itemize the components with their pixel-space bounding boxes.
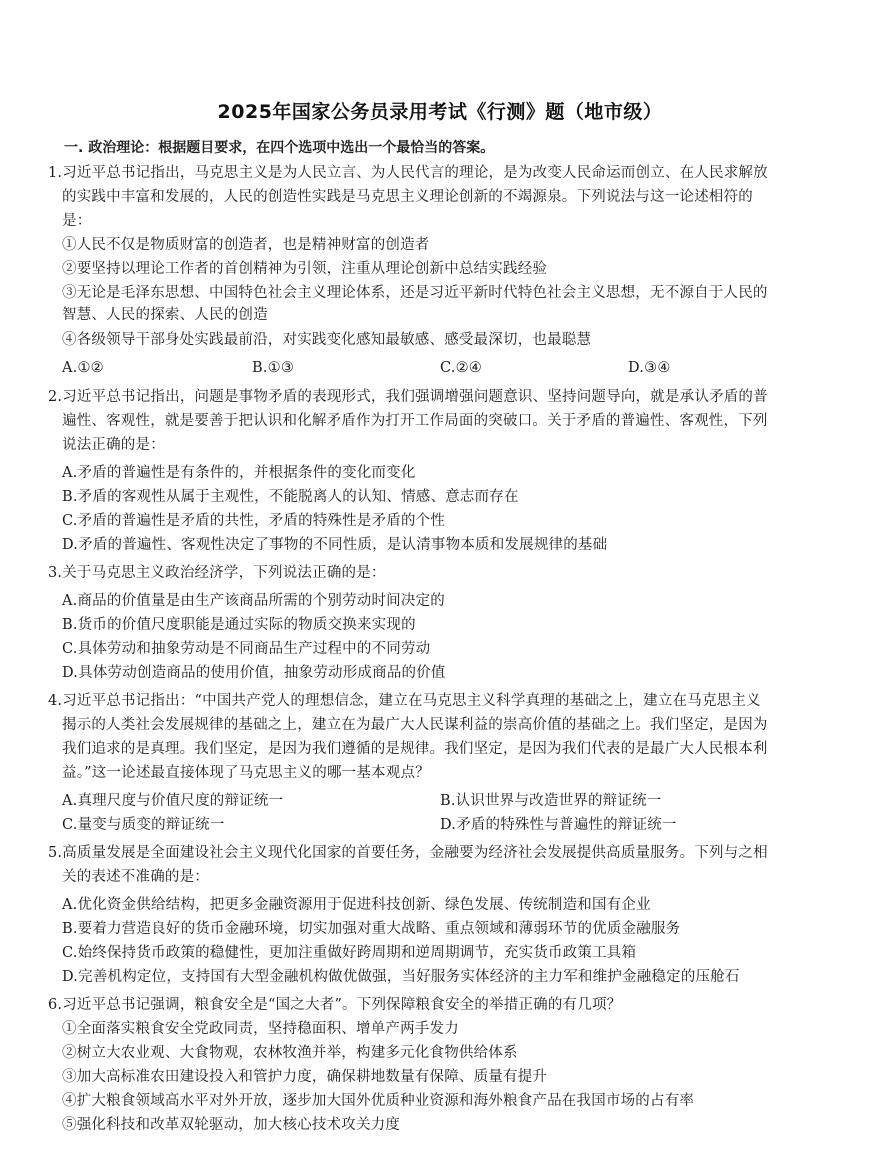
answer-option-b: B.矛盾的客观性从属于主观性，不能脱离人的认知、情感、意志而存在 — [62, 489, 519, 505]
answer-option-d: D.矛盾的特殊性与普遍性的辩证统一 — [440, 817, 677, 833]
section-header: 一. 政治理论：根据题目要求，在四个选项中选出一个最恰当的答案。 — [64, 140, 495, 156]
question-stem-line: 6.习近平总书记强调，粮食安全是“国之大者”。下列保障粮食安全的举措正确的有几项？ — [48, 997, 622, 1013]
answer-option-d: D.具体劳动创造商品的使用价值，抽象劳动形成商品的价值 — [62, 665, 446, 681]
question-stem-line: 遍性、客观性，就是要善于把认识和化解矛盾作为打开工作局面的突破口。关于矛盾的普遍性、客观性，下列 — [62, 413, 768, 429]
statement-item: ②要坚持以理论工作者的首创精神为引领，注重从理论创新中总结实践经验 — [62, 261, 548, 277]
answer-option-a: A.真理尺度与价值尺度的辩证统一 — [62, 793, 284, 809]
statement-item: ⑤强化科技和改革双轮驱动，加大核心技术攻关力度 — [62, 1117, 401, 1133]
statement-item: ②树立大农业观、大食物观，农林牧渔并举，构建多元化食物供给体系 — [62, 1045, 518, 1061]
question-stem-line: 2.习近平总书记指出，问题是事物矛盾的表现形式，我们强调增强问题意识、坚持问题导向，就是承认矛盾的普 — [48, 389, 768, 405]
answer-option-c: C.具体劳动和抽象劳动是不同商品生产过程中的不同劳动 — [62, 641, 431, 657]
statement-item: ③加大高标准农田建设投入和管护力度，确保耕地数量有保障、质量有提升 — [62, 1069, 548, 1085]
question-stem-line: 5.高质量发展是全面建设社会主义现代化国家的首要任务，金融要为经济社会发展提供高质量服务。下列与之相 — [48, 845, 768, 861]
statement-item: ①全面落实粮食安全党政同责，坚持稳面积、增单产两手发力 — [62, 1021, 459, 1037]
answer-option-c: C.矛盾的普遍性是矛盾的共性，矛盾的特殊性是矛盾的个性 — [62, 513, 446, 529]
statement-item: ①人民不仅是物质财富的创造者，也是精神财富的创造者 — [62, 237, 430, 253]
statement-item: ④扩大粮食领域高水平对外开放，逐步加大国外优质种业资源和海外粮食产品在我国市场的占有率 — [62, 1093, 695, 1109]
statement-item: ③无论是毛泽东思想、中国特色社会主义理论体系，还是习近平新时代特色社会主义思想，无不源自于人民的 — [62, 285, 768, 301]
answer-option-d: D.完善机构定位，支持国有大型金融机构做优做强，当好服务实体经济的主力军和维护金融稳定的压舱石 — [62, 969, 740, 985]
question-stem-line: 的实践中丰富和发展的，人民的创造性实践是马克思主义理论创新的不竭源泉。下列说法与这一论述相符的 — [62, 189, 753, 205]
question-stem-line: 我们追求的是真理。我们坚定，是因为我们遵循的是规律。我们坚定，是因为我们代表的是最广大人民根本利 — [62, 741, 768, 757]
answer-option-b: B.①③ — [252, 360, 295, 376]
question-stem-line: 关的表述不准确的是： — [62, 869, 209, 885]
question-stem-line: 3.关于马克思主义政治经济学，下列说法正确的是： — [48, 565, 386, 581]
answer-option-c: C.②④ — [440, 360, 482, 376]
answer-option-c: C.始终保持货币政策的稳健性，更加注重做好跨周期和逆周期调节，充实货币政策工具箱 — [62, 945, 637, 961]
answer-option-a: A.商品的价值量是由生产该商品所需的个别劳动时间决定的 — [62, 593, 445, 609]
question-stem-line: 4.习近平总书记指出：“中国共产党人的理想信念，建立在马克思主义科学真理的基础之上，建立在马克思主义 — [48, 693, 761, 709]
answer-option-d: D.矛盾的普遍性、客观性决定了事物的不同性质，是认清事物本质和发展规律的基础 — [62, 537, 608, 553]
page-title: 2025年国家公务员录用考试《行测》题（地市级） — [217, 101, 663, 123]
answer-option-b: B.要着力营造良好的货币金融环境，切实加强对重大战略、重点领域和薄弱环节的优质金融服务 — [62, 921, 681, 937]
statement-item: ④各级领导干部身处实践最前沿，对实践变化感知最敏感、感受最深切，也最聪慧 — [62, 332, 592, 348]
answer-option-a: A.优化资金供给结构，把更多金融资源用于促进科技创新、绿色发展、传统制造和国有企业 — [62, 897, 651, 913]
answer-option-b: B.货币的价值尺度职能是通过实际的物质交换来实现的 — [62, 617, 416, 633]
answer-option-a: A.①② — [62, 360, 104, 376]
answer-option-b: B.认识世界与改造世界的辩证统一 — [440, 793, 662, 809]
question-stem-line: 说法正确的是： — [62, 437, 165, 453]
answer-option-a: A.矛盾的普遍性是有条件的，并根据条件的变化而变化 — [62, 465, 416, 481]
question-stem-line: 是： — [62, 213, 92, 229]
statement-item: 智慧、人民的探索、人民的创造 — [62, 307, 268, 323]
question-stem-line: 益。”这一论述最直接体现了马克思主义的哪一基本观点？ — [62, 765, 430, 781]
question-stem-line: 揭示的人类社会发展规律的基础之上，建立在为最广大人民谋利益的崇高价值的基础之上。我们坚定，是因为 — [62, 717, 768, 733]
answer-option-c: C.量变与质变的辩证统一 — [62, 817, 225, 833]
answer-option-d: D.③④ — [628, 360, 671, 376]
question-stem-line: 1.习近平总书记指出，马克思主义是为人民立言、为人民代言的理论，是为改变人民命运而创立、在人民求解放 — [48, 165, 768, 181]
